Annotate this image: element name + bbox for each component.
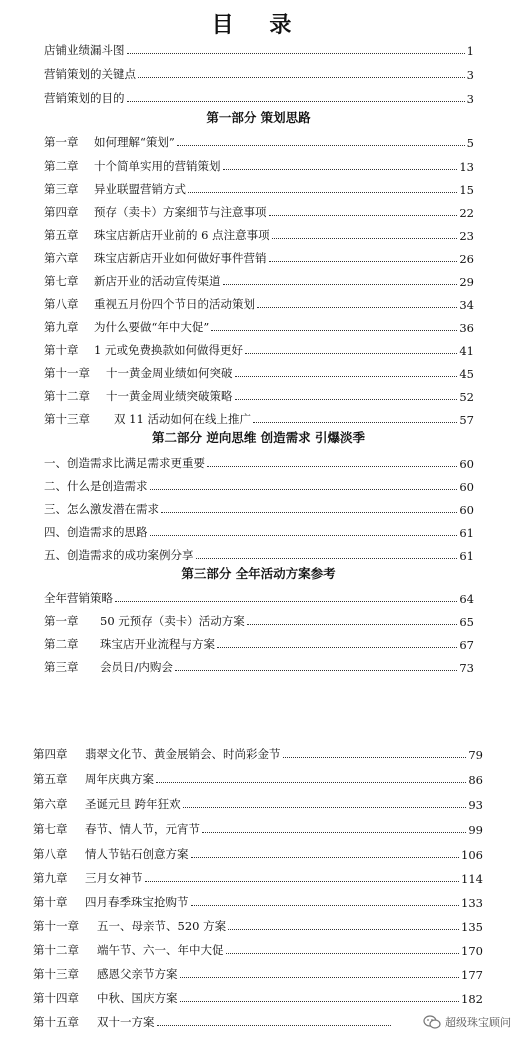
entry-page: 182 (461, 992, 483, 1006)
watermark-text: 超级珠宝顾问 (445, 1016, 511, 1029)
entry-page: 61 (459, 549, 474, 563)
entry-title: 营销策划的关键点 (44, 67, 136, 81)
toc-entry[interactable] (44, 543, 474, 563)
chapter-label: 第十四章 (33, 991, 79, 1005)
entry-page: 170 (461, 944, 483, 958)
entry-page: 86 (468, 773, 483, 787)
dot-leader (156, 782, 466, 783)
entry-title: 春节、情人节，元宵节 (85, 822, 200, 836)
toc-entry[interactable] (33, 792, 483, 812)
toc-entry[interactable] (44, 223, 474, 243)
entry-title: 三、怎么激发潜在需求 (44, 502, 159, 516)
entry-page: 60 (459, 480, 474, 494)
watermark (423, 1014, 511, 1030)
chapter-label: 第九章 (44, 320, 79, 334)
entry-title: 异业联盟营销方式 (94, 182, 186, 196)
toc-entry[interactable] (44, 154, 474, 174)
chapter-label: 第七章 (33, 822, 68, 836)
chapter-label: 第一章 (44, 135, 79, 149)
entry-page: 106 (461, 848, 483, 862)
chapter-label: 第八章 (44, 297, 79, 311)
entry-page: 73 (459, 661, 474, 675)
dot-leader (202, 832, 466, 833)
chapter-label: 第一章 (44, 614, 79, 628)
dot-leader (127, 101, 465, 102)
toc-entry[interactable] (44, 497, 474, 517)
entry-page: 93 (468, 798, 483, 812)
dot-leader (245, 353, 457, 354)
entry-title: 店铺业绩漏斗图 (44, 43, 125, 57)
chapter-label: 第十五章 (33, 1015, 79, 1029)
entry-title: 十一黄金周业绩如何突破 (106, 366, 233, 380)
entry-title: 1 元或免费换款如何做得更好 (94, 343, 243, 357)
entry-title: 四月春季珠宝抢购节 (85, 895, 189, 909)
dot-leader (180, 977, 460, 978)
chapter-label: 第十章 (33, 895, 68, 909)
section-heading-part2: 第二部分 逆向思维 创造需求 引爆淡季 (151, 430, 366, 445)
toc-entry[interactable] (44, 586, 474, 606)
entry-title: 十个简单实用的营销策划 (94, 159, 221, 173)
dot-leader (247, 624, 458, 625)
toc-entry[interactable] (33, 842, 483, 862)
toc-entry[interactable] (33, 742, 483, 762)
dot-leader (272, 238, 458, 239)
toc-entry[interactable] (44, 474, 474, 494)
dot-leader (127, 53, 465, 54)
entry-page: 3 (466, 92, 474, 106)
chapter-label: 第六章 (33, 797, 68, 811)
toc-entry[interactable] (44, 269, 474, 289)
entry-page: 23 (459, 229, 474, 243)
toc-entry[interactable] (44, 655, 474, 675)
toc-entry[interactable] (44, 246, 474, 266)
entry-title: 二、什么是创造需求 (44, 479, 148, 493)
chapter-label: 第七章 (44, 274, 79, 288)
dot-leader (191, 857, 460, 858)
chapter-label: 第十二章 (33, 943, 79, 957)
entry-page: 26 (459, 252, 474, 266)
entry-page: 34 (459, 298, 474, 312)
entry-page: 177 (461, 968, 483, 982)
toc-entry[interactable] (44, 130, 474, 150)
toc-entry[interactable] (44, 177, 474, 197)
entry-title: 新店开业的活动宣传渠道 (94, 274, 221, 288)
chapter-label: 第十二章 (44, 389, 90, 403)
toc-entry[interactable] (44, 62, 474, 82)
chapter-label: 第十三章 (33, 967, 79, 981)
entry-title: 珠宝店开业流程与方案 (100, 637, 215, 651)
entry-title: 50 元预存（卖卡）活动方案 (100, 614, 245, 628)
toc-entry[interactable] (44, 609, 474, 629)
dot-leader (235, 376, 458, 377)
toc-entry[interactable] (44, 338, 474, 358)
wechat-icon (423, 1015, 441, 1029)
toc-entry[interactable] (33, 817, 483, 837)
entry-page: 99 (468, 823, 483, 837)
dot-leader (235, 399, 458, 400)
chapter-label: 第五章 (33, 772, 68, 786)
entry-page: 57 (459, 413, 474, 427)
dot-leader (183, 807, 467, 808)
dot-leader (217, 647, 457, 648)
entry-title: 三月女神节 (85, 871, 143, 885)
chapter-label: 第三章 (44, 182, 79, 196)
dot-leader (175, 670, 457, 671)
entry-title: 四、创造需求的思路 (44, 525, 148, 539)
entry-title: 圣诞元旦 跨年狂欢 (85, 797, 181, 811)
toc-entry[interactable] (44, 361, 474, 381)
entry-title: 一、创造需求比满足需求更重要 (44, 456, 205, 470)
entry-page: 79 (468, 748, 483, 762)
dot-leader (161, 512, 457, 513)
chapter-label: 第十章 (44, 343, 79, 357)
toc-entry[interactable] (33, 866, 483, 886)
dot-leader (188, 192, 457, 193)
toc-entry[interactable] (44, 38, 474, 58)
entry-page: 67 (459, 638, 474, 652)
entry-page: 60 (459, 457, 474, 471)
entry-title: 五一、母亲节、520 方案 (97, 919, 227, 933)
chapter-label: 第八章 (33, 847, 68, 861)
entry-title: 如何理解“策划” (94, 135, 175, 149)
page-title: 目 录 (211, 12, 306, 38)
entry-page: 1 (466, 44, 474, 58)
entry-page: 22 (459, 206, 474, 220)
entry-title: 翡翠文化节、黄金展销会、时尚彩金节 (85, 747, 281, 761)
entry-page: 52 (459, 390, 474, 404)
dot-leader (226, 953, 460, 954)
entry-page: 133 (461, 896, 483, 910)
entry-title: 五、创造需求的成功案例分享 (44, 548, 194, 562)
section-heading-part3: 第三部分 全年活动方案参考 (181, 566, 336, 581)
toc-entry[interactable] (33, 986, 483, 1006)
toc-entry[interactable] (44, 407, 474, 427)
dot-leader (223, 284, 458, 285)
toc-entry[interactable] (33, 767, 483, 787)
toc-entry[interactable] (44, 632, 474, 652)
dot-leader (150, 535, 458, 536)
entry-page: 64 (459, 592, 474, 606)
toc-entry[interactable] (33, 914, 483, 934)
section-heading-part1: 第一部分 策划思路 (206, 110, 311, 125)
toc-entry[interactable] (44, 451, 474, 471)
entry-page: 60 (459, 503, 474, 517)
entry-title: 珠宝店新店开业如何做好事件营销 (94, 251, 267, 265)
dot-leader (115, 601, 457, 602)
chapter-label: 第十一章 (44, 366, 90, 380)
entry-page: 29 (459, 275, 474, 289)
entry-page: 41 (459, 344, 474, 358)
chapter-label: 第五章 (44, 228, 79, 242)
dot-leader (253, 422, 457, 423)
dot-leader (269, 261, 458, 262)
entry-title: 情人节钻石创意方案 (85, 847, 189, 861)
entry-page: 13 (459, 160, 474, 174)
dot-leader (138, 77, 465, 78)
entry-title: 十一黄金周业绩突破策略 (106, 389, 233, 403)
entry-page: 65 (459, 615, 474, 629)
dot-leader (196, 558, 458, 559)
entry-page: 45 (459, 367, 474, 381)
entry-title: 双 11 活动如何在线上推广 (114, 412, 251, 426)
entry-title: 重视五月份四个节日的活动策划 (94, 297, 255, 311)
dot-leader (269, 215, 458, 216)
entry-title: 感恩父亲节方案 (97, 967, 178, 981)
chapter-label: 第十三章 (44, 412, 90, 426)
dot-leader (257, 307, 457, 308)
entry-title: 周年庆典方案 (85, 772, 154, 786)
dot-leader (157, 1025, 392, 1026)
entry-page: 114 (461, 872, 483, 886)
dot-leader (223, 169, 458, 170)
dot-leader (211, 330, 457, 331)
toc-entry[interactable] (33, 938, 483, 958)
chapter-label: 第四章 (44, 205, 79, 219)
toc-entry[interactable] (33, 890, 483, 910)
chapter-label: 第三章 (44, 660, 79, 674)
entry-page: 15 (459, 183, 474, 197)
chapter-label: 第四章 (33, 747, 68, 761)
entry-title: 端午节、六一、年中大促 (97, 943, 224, 957)
entry-title: 全年营销策略 (44, 591, 113, 605)
chapter-label: 第六章 (44, 251, 79, 265)
toc-entry[interactable] (33, 1010, 393, 1030)
entry-page: 36 (459, 321, 474, 335)
entry-title: 双十一方案 (97, 1015, 155, 1029)
toc-entry[interactable] (44, 520, 474, 540)
dot-leader (150, 489, 458, 490)
entry-title: 会员日/内购会 (100, 660, 173, 674)
dot-leader (283, 757, 467, 758)
toc-entry[interactable] (44, 86, 474, 106)
entry-title: 珠宝店新店开业前的 6 点注意事项 (94, 228, 270, 242)
dot-leader (177, 145, 465, 146)
chapter-label: 第二章 (44, 159, 79, 173)
dot-leader (145, 881, 460, 882)
entry-page: 61 (459, 526, 474, 540)
toc-entry[interactable] (44, 384, 474, 404)
toc-entry[interactable] (44, 200, 474, 220)
entry-title: 营销策划的目的 (44, 91, 125, 105)
toc-entry[interactable] (44, 315, 474, 335)
chapter-label: 第九章 (33, 871, 68, 885)
dot-leader (191, 905, 460, 906)
chapter-label: 第二章 (44, 637, 79, 651)
entry-page: 3 (466, 68, 474, 82)
entry-page: 135 (461, 920, 483, 934)
entry-title: 为什么要做“年中大促” (94, 320, 210, 334)
entry-page: 5 (466, 136, 474, 150)
toc-entry[interactable] (44, 292, 474, 312)
chapter-label: 第十一章 (33, 919, 79, 933)
dot-leader (180, 1001, 460, 1002)
dot-leader (228, 929, 459, 930)
toc-entry[interactable] (33, 962, 483, 982)
dot-leader (207, 466, 457, 467)
entry-title: 预存（卖卡）方案细节与注意事项 (94, 205, 267, 219)
entry-title: 中秋、国庆方案 (97, 991, 178, 1005)
